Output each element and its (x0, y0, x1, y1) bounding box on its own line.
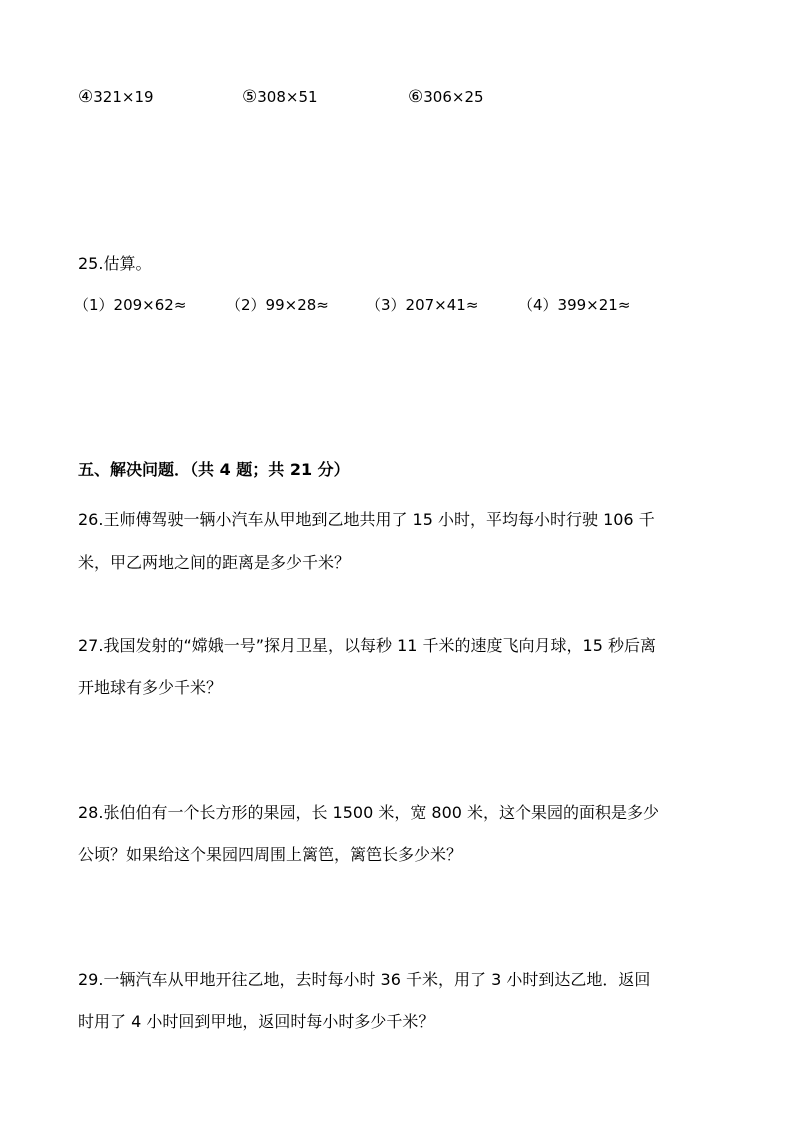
calc-item-4 (78, 87, 154, 107)
q28-line1: 28.张伯伯有一个长方形的果园，长 1500 米，宽 800 米，这个果园的面积是多少 (78, 803, 660, 822)
circled-number-4: ④ (78, 87, 94, 107)
q26-line2: 米，甲乙两地之间的距离是多少千米？ (78, 553, 351, 572)
q29-line2: 时用了 4 小时回到甲地，返回时每小时多少千米？ (78, 1012, 435, 1031)
q25-item-3: （3）207×41≈ (366, 296, 479, 314)
q25-title: 25.估算。 (78, 254, 152, 273)
q25-item-1: （1）209×62≈ (74, 296, 187, 314)
q25-items (74, 295, 714, 317)
circled-number-6: ⑥ (408, 87, 424, 107)
calc-expression-4: 321×19 (93, 88, 154, 106)
calc-item-6 (408, 87, 484, 107)
q27-line1: 27.我国发射的“嫦娥一号”探月卫星，以每秒 11 千米的速度飞向月球，15 秒后离 (78, 636, 657, 655)
q26-line1: 26.王师傅驾驶一辆小汽车从甲地到乙地共用了 15 小时，平均每小时行驶 106 千 (78, 510, 655, 529)
calc-expression-6: 306×25 (423, 88, 484, 106)
q25-item-2: （2）99×28≈ (226, 296, 329, 314)
calc-row (78, 87, 718, 109)
q25-item-4: （4）399×21≈ (518, 296, 631, 314)
q27-line2: 开地球有多少千米？ (78, 678, 223, 697)
section-heading: 五、解决问题．（共 4 题；共 21 分） (78, 460, 350, 479)
q29-line1: 29.一辆汽车从甲地开往乙地，去时每小时 36 千米，用了 3 小时到达乙地．返回 (78, 970, 651, 989)
calc-expression-5: 308×51 (257, 88, 318, 106)
calc-item-5 (242, 87, 318, 107)
q28-line2: 公顷？如果给这个果园四周围上篱笆，篱笆长多少米？ (78, 845, 463, 864)
circled-number-5: ⑤ (242, 87, 258, 107)
